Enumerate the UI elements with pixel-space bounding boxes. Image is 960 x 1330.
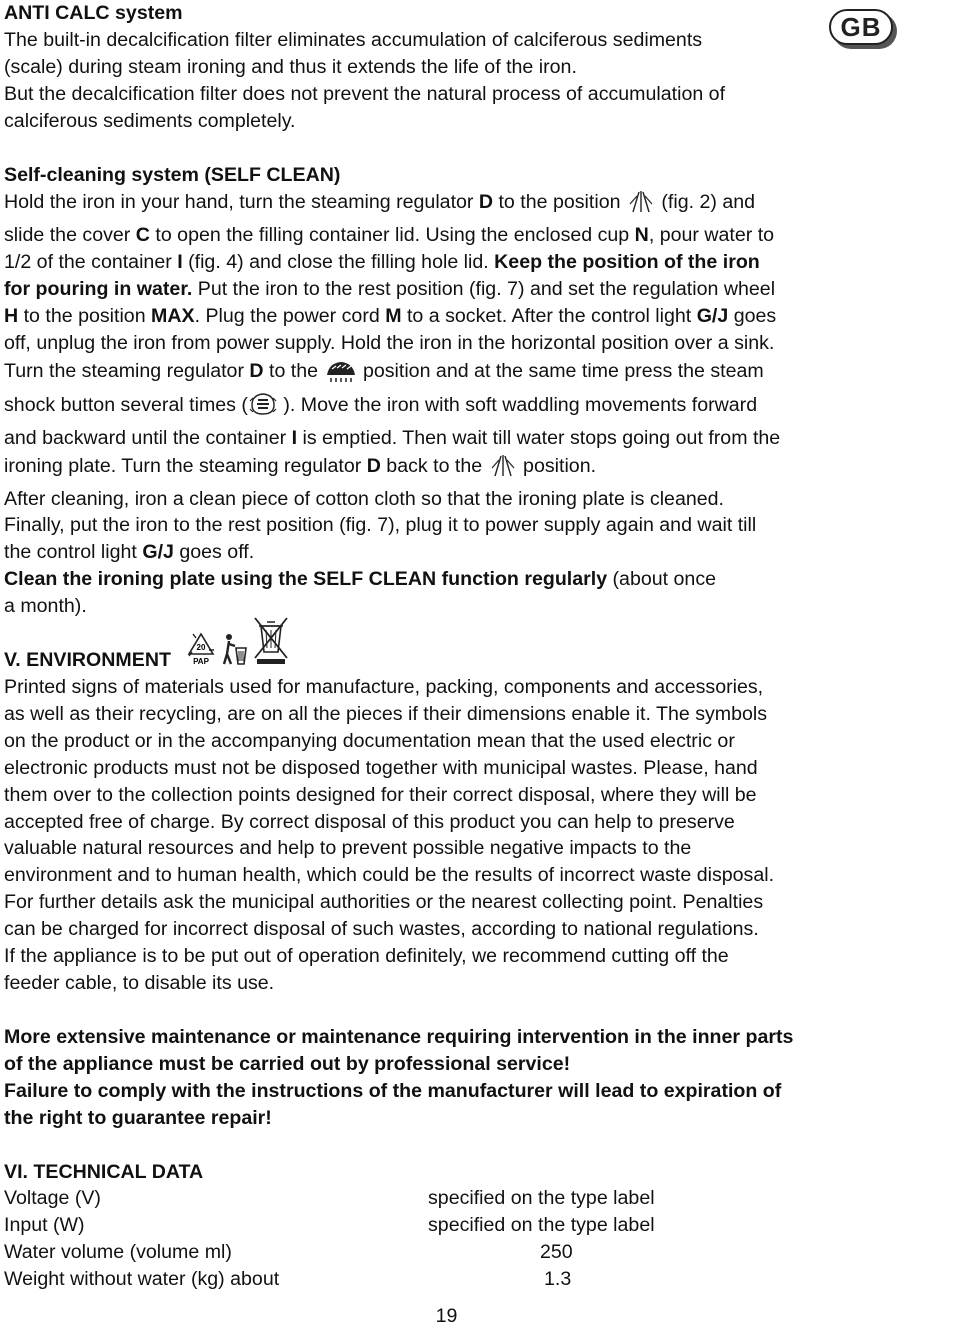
tech-label: Weight without water (kg) about	[4, 1268, 280, 1291]
environment-line: feeder cable, to disable its use.	[4, 972, 275, 994]
self-clean-line: ironing plate. Turn the steaming regulator D back to the position.	[4, 452, 904, 486]
self-clean-line: Clean the ironing plate using the SELF CLEAN function regularly (about once	[4, 568, 717, 591]
environment-line: as well as their recycling, are on all the pieces if their dimensions enable it. The symbols	[4, 702, 768, 725]
tech-value: 250	[540, 1241, 573, 1264]
self-clean-line: off, unplug the iron from power supply. Hold the iron in the horizontal position over a sink.	[4, 331, 775, 354]
environment-line: valuable natural resources and help to prevent possible negative impacts to the	[4, 837, 692, 860]
technical-data-heading: VI. TECHNICAL DATA	[4, 1160, 204, 1183]
environment-symbols	[185, 620, 291, 674]
environment-heading-row	[4, 620, 904, 674]
table-row	[4, 1239, 844, 1266]
tech-label: Input (W)	[4, 1214, 85, 1237]
self-clean-section	[4, 162, 904, 621]
table-row	[4, 1212, 844, 1239]
warning-line: More extensive maintenance or maintenance requiring intervention in the inner parts	[4, 1025, 794, 1048]
environment-heading: V. ENVIRONMENT	[4, 649, 171, 672]
self-clean-line: After cleaning, iron a clean piece of cotton cloth so that the ironing plate is cleaned.	[4, 487, 724, 510]
anti-calc-heading: ANTI CALC system	[4, 2, 183, 24]
self-clean-line: a month).	[4, 595, 87, 618]
technical-data-section	[4, 1159, 904, 1294]
table-row	[4, 1266, 844, 1293]
anti-calc-line: calciferous sediments completely.	[4, 109, 296, 132]
self-clean-line: for pouring in water. Put the iron to the rest position (fig. 7) and set the regulation wheel	[4, 278, 776, 301]
steam-off-icon	[626, 188, 656, 222]
self-clean-line: and backward until the container I is emptied. Then wait till water stops going out from the	[4, 426, 781, 449]
anti-calc-line: The built-in decalcification filter eliminates accumulation of calciferous sediments	[4, 28, 703, 51]
technical-data-table	[4, 1185, 844, 1293]
self-clean-position-icon	[324, 357, 358, 391]
environment-line: For further details ask the municipal authorities or the nearest collecting point. Penalties	[4, 891, 764, 914]
steam-shock-icon	[248, 391, 278, 425]
tech-label: Voltage (V)	[4, 1187, 101, 1210]
table-row	[4, 1185, 844, 1212]
self-clean-line: Finally, put the iron to the rest position (fig. 7), plug it to power supply again and wait till	[4, 514, 757, 537]
environment-line: electronic products must not be disposed together with municipal wastes. Please, hand	[4, 756, 758, 779]
environment-line: environment and to human health, which could be the results of incorrect waste disposal.	[4, 864, 775, 887]
environment-line: on the product or in the accompanying documentation mean that the used electric or	[4, 729, 735, 752]
environment-line: If the appliance is to be put out of operation definitely, we recommend cutting off the	[4, 945, 729, 968]
tech-value: 1.3	[544, 1268, 572, 1291]
crossed-bin-icon	[251, 614, 291, 674]
warning-line: the right to guarantee repair!	[4, 1106, 272, 1129]
environment-line: Printed signs of materials used for manufacture, packing, components and accessories,	[4, 676, 764, 699]
environment-section	[4, 620, 904, 997]
self-clean-line: Turn the steaming regulator D to the position and at the same time press the steam	[4, 357, 904, 391]
tech-value: specified on the type label	[428, 1187, 655, 1210]
recycle-code: PAP	[193, 657, 209, 667]
self-clean-line: Hold the iron in your hand, turn the steaming regulator D to the position (fig. 2) and	[4, 188, 904, 222]
page-content	[4, 0, 904, 1293]
tech-label: Water volume (volume ml)	[4, 1241, 232, 1264]
environment-line: can be charged for incorrect disposal of such wastes, according to national regulations.	[4, 918, 759, 941]
tech-value: specified on the type label	[428, 1214, 655, 1237]
environment-line: accepted free of charge. By correct disposal of this product you can help to preserve	[4, 810, 735, 833]
warning-section	[4, 1024, 904, 1132]
self-clean-line: shock button several times ( ). Move the iron with soft waddling movements forward	[4, 391, 904, 425]
language-badge: GB	[829, 9, 893, 45]
warning-line: Failure to comply with the instructions of the manufacturer will lead to expiration of	[4, 1079, 782, 1102]
page-number: 19	[435, 1305, 458, 1327]
anti-calc-section	[4, 0, 904, 135]
recycle-number: 20	[196, 643, 206, 653]
paper-recycling-icon	[185, 632, 217, 674]
environment-line: them over to the collection points designed for their correct disposal, where they will be	[4, 783, 757, 806]
self-clean-line: H to the position MAX. Plug the power cord M to a socket. After the control light G/J goes	[4, 305, 777, 328]
anti-calc-line: (scale) during steam ironing and thus it extends the life of the iron.	[4, 55, 577, 78]
warning-line: of the appliance must be carried out by professional service!	[4, 1052, 571, 1075]
anti-calc-line: But the decalcification filter does not prevent the natural process of accumulation of	[4, 82, 726, 105]
self-clean-heading: Self-cleaning system (SELF CLEAN)	[4, 163, 341, 186]
self-clean-line: slide the cover C to open the filling container lid. Using the enclosed cup N, pour water to	[4, 224, 775, 247]
tidy-man-icon	[219, 632, 249, 674]
self-clean-line: 1/2 of the container I (fig. 4) and close the filling hole lid. Keep the position of the iron	[4, 251, 760, 274]
steam-off-icon	[488, 452, 518, 486]
self-clean-line: the control light G/J goes off.	[4, 541, 255, 564]
